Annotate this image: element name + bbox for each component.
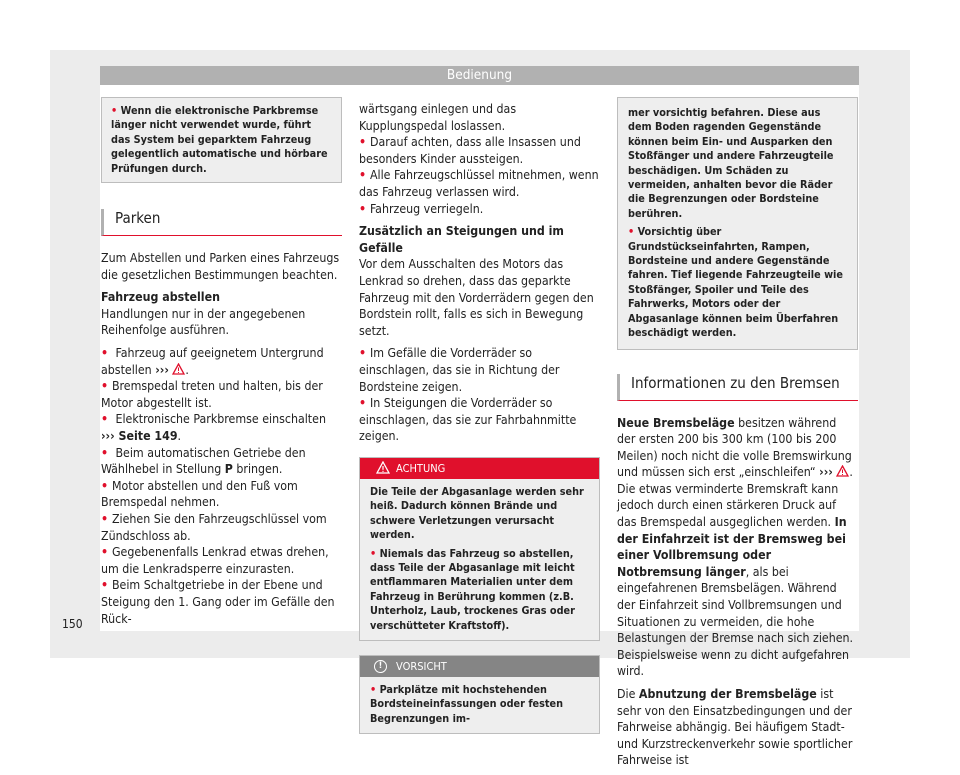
continued-text: wärtsgang einlegen und das Kupplungspedal loslassen. <box>359 102 517 133</box>
list-item: • Motor abstellen und den Fuß vom Bremspedal nehmen. <box>101 478 342 511</box>
sub-intro: Handlungen nur in der angegebenen Reihenfolge ausführen. <box>101 306 306 338</box>
column-middle <box>359 101 600 734</box>
page-number: 150 <box>62 617 83 631</box>
list-item: • Fahrzeug verriegeln. <box>359 201 600 218</box>
caution-bullet: • Parkplätze mit hochstehenden Bordsteineinfassungen oder festen Begrenzungen im- <box>370 682 564 725</box>
list-item: • In Steigungen die Vorderräder so einschlagen, das sie zur Fahrbahnmitte zeigen. <box>359 395 600 445</box>
caution-box <box>359 655 600 734</box>
cross-ref-link[interactable]: ››› <box>819 465 833 480</box>
paragraph-wear: Die Abnutzung der Bremsbeläge ist sehr von den Einsatzbedingungen und der Fahrweise abhängig. Bei häufigem Stadt- und Kurzstreckenverkehr sowie sportlicher Fahrweise ist <box>617 687 853 768</box>
list-item: • Ziehen Sie den Fahrzeugschlüssel vom Zündschloss ab. <box>101 511 342 544</box>
paragraph-brake-pads: Neue Bremsbeläge besitzen während der ersten 200 bis 300 km (100 bis 200 Meilen) noch nicht die volle Bremswirkung und müssen sich erst „einschleifen“ ››› . Die etwas verminderte Bremskraft kann jedoch durch einen stärkeren Druck auf das Bremspedal ausgeglichen werden. In der Einfahrzeit ist der Bremsweg bei einer Vollbremsung oder Notbremsung länger, als bei eingefahrenen Bremsbelägen. Während der Einfahrzeit sind Vollbremsungen und Situationen zu vermeiden, die hohe Belastungen der Bremse nach sich ziehen. Beispielsweise wenn zu dicht aufgefahren wird. <box>617 415 854 679</box>
caution-title: VORSICHT <box>396 659 447 673</box>
list-item: • Darauf achten, dass alle Insassen und besonders Kinder aussteigen. <box>359 134 600 167</box>
warning-header <box>360 458 599 479</box>
note-text: Wenn die elektronische Parkbremse länger nicht verwendet wurde, führt das System bei geparktem Fahrzeug gelegentlich automatische und hörbare Prüfungen durch. <box>111 104 328 175</box>
caution-box-continued <box>617 97 858 350</box>
list-item: • Beim Schaltgetriebe in der Ebene und Steigung den 1. Gang oder im Gefälle den Rück- <box>101 577 342 627</box>
sub-heading: Zusätzlich an Steigungen und im Gefälle <box>359 224 564 255</box>
note-box <box>101 97 342 183</box>
warning-triangle-icon <box>376 461 390 474</box>
warning-text: Die Teile der Abgasanlage werden sehr heiß. Dadurch können Brände und schwere Verletzungen verursacht werden. <box>370 484 584 542</box>
cross-ref-link[interactable]: ››› <box>155 362 169 377</box>
list-item: • Bremspedal treten und halten, bis der Motor abgestellt ist. <box>101 378 342 411</box>
cross-ref-link[interactable]: ››› Seite 149 <box>101 428 178 443</box>
warning-title: ACHTUNG <box>396 461 446 475</box>
section-title-parken: Parken <box>101 209 342 236</box>
warning-bullet: • Niemals das Fahrzeug so abstellen, dass Teile der Abgasanlage mit leicht entflammaren Materialien unter dem Fahrzeug in Berührung kommen (z.B. Unterholz, Laub, trockenes Gras oder verschütteter Kraftstoff). <box>370 546 575 632</box>
section-title-bremsen: Informationen zu den Bremsen <box>617 374 858 401</box>
warning-box <box>359 457 600 641</box>
sub-heading: Fahrzeug abstellen <box>101 290 220 305</box>
list-item: • Fahrzeug auf geeignetem Untergrund abstellen ››› . <box>101 345 342 378</box>
caution-bullet: • Vorsichtig über Grundstückseinfahrten, Rampen, Bordsteine und andere Gegenstände fahren. Tief liegende Fahrzeugteile wie Stoßfänger, Spoiler und Teile des Fahrwerks, Motors oder der Abgasanlage können beim Überfahren beschädigt werden. <box>628 225 843 340</box>
paragraph: Vor dem Ausschalten des Motors das Lenkrad so drehen, dass das geparkte Fahrzeug mit den Vorderrädern gegen den Bordstein rollt, falls es sich in Bewegung setzt. <box>359 257 594 338</box>
warning-triangle-icon <box>172 363 185 375</box>
warning-body <box>360 479 599 640</box>
intro-text: Zum Abstellen und Parken eines Fahrzeugs die gesetzlichen Bestimmungen beachten. <box>101 251 340 282</box>
caution-body <box>360 677 599 733</box>
info-circle-icon: ! <box>374 660 387 673</box>
column-right <box>617 97 858 775</box>
list-item: • Beim automatischen Getriebe den Wählhebel in Stellung P bringen. <box>101 445 342 478</box>
bullet-icon: • <box>111 104 118 117</box>
caution-body-continued <box>618 98 857 349</box>
list-item: • Elektronische Parkbremse einschalten ››› Seite 149. <box>101 411 342 444</box>
list-item: • Alle Fahrzeugschlüssel mitnehmen, wenn das Fahrzeug verlassen wird. <box>359 167 600 200</box>
warning-triangle-icon <box>836 465 849 477</box>
list-item: • Im Gefälle die Vorderräder so einschlagen, das sie in Richtung der Bordsteine zeigen. <box>359 345 600 395</box>
list-item: • Gegebenenfalls Lenkrad etwas drehen, um die Lenkradsperre einzurasten. <box>101 544 342 577</box>
page-header: Bedienung <box>100 66 859 85</box>
caution-text: mer vorsichtig befahren. Diese aus dem Boden ragenden Gegenstände können beim Ein- und Ausparken den Stoßfänger und andere Fahrzeugteile beschädigen. Um Schäden zu vermeiden, anhalten bevor die Räder die Begrenzungen oder Bordsteine berühren. <box>628 106 834 220</box>
caution-header <box>360 656 599 677</box>
column-left <box>101 97 342 627</box>
